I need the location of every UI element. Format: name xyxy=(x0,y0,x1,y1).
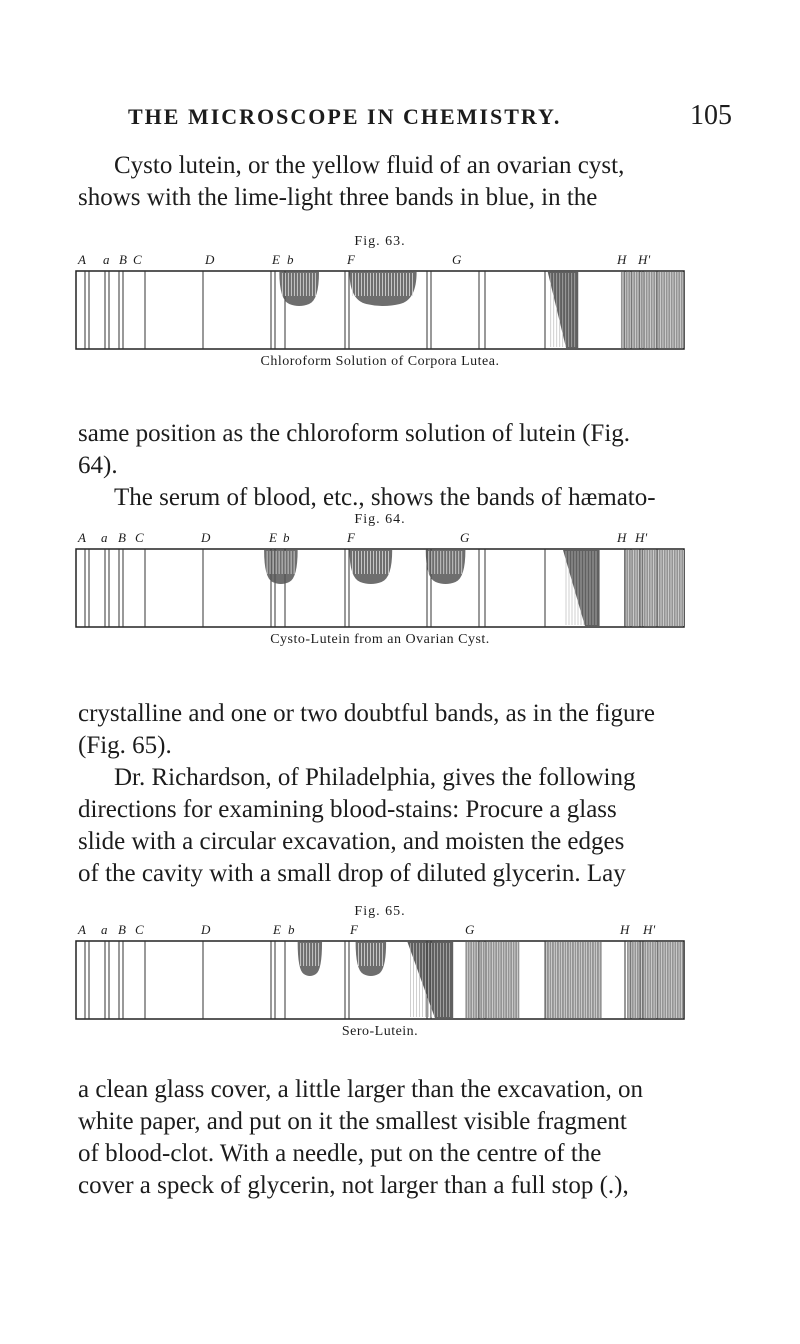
line-letter: A xyxy=(78,530,86,545)
line-letter: C xyxy=(135,922,144,937)
figure-63 xyxy=(75,234,685,370)
spectrum-diagram xyxy=(75,940,685,1020)
line-letter: F xyxy=(347,530,355,545)
line-letter: D xyxy=(205,252,215,267)
absorption-band xyxy=(624,550,684,626)
line-letter: C xyxy=(133,252,142,267)
line-letter: F xyxy=(350,922,358,937)
figure-65 xyxy=(75,904,685,1040)
line-letter: C xyxy=(135,530,144,545)
text-line: of blood-clot. With a needle, put on the centre of the xyxy=(78,1140,602,1167)
figure-number: Fig. 63. xyxy=(354,234,406,249)
line-letter: a xyxy=(101,530,108,545)
line-letter: D xyxy=(201,530,211,545)
band-shading xyxy=(627,942,684,1018)
figure-caption: Sero-Lutein. xyxy=(341,1024,419,1039)
line-letter: D xyxy=(201,922,211,937)
text-line: a clean glass cover, a little larger than the excavation, on xyxy=(78,1076,643,1103)
figure-caption: Chloroform Solution of Corpora Lutea. xyxy=(260,354,500,369)
absorption-band xyxy=(465,942,519,1018)
line-letter: G xyxy=(460,530,470,545)
paragraph-1 xyxy=(78,150,734,214)
text-line: same position as the chloroform solution of lutein (Fig. xyxy=(78,420,631,447)
text-line: slide with a circular excavation, and moisten the edges xyxy=(78,828,625,855)
text-line: shows with the lime-light three bands in blue, in the xyxy=(78,184,598,211)
line-letter: b xyxy=(283,530,290,545)
absorption-band xyxy=(426,550,466,584)
absorption-band xyxy=(350,550,393,584)
line-letter: H xyxy=(620,922,630,937)
paragraph-4 xyxy=(78,1074,734,1202)
line-letter: a xyxy=(101,922,108,937)
text-line: The serum of blood, etc., shows the bands of hæmato- xyxy=(114,484,656,511)
page-header xyxy=(0,100,800,140)
line-letter: H' xyxy=(643,922,656,937)
line-letter: B xyxy=(118,922,126,937)
line-letter: G xyxy=(452,252,462,267)
spectrum-line-letters xyxy=(75,250,685,270)
paragraph-2 xyxy=(78,418,734,514)
text-line: Cysto lutein, or the yellow fluid of an ovarian cyst, xyxy=(114,152,625,179)
text-line: cover a speck of glycerin, not larger than a full stop (.), xyxy=(78,1172,629,1199)
paragraph-3 xyxy=(78,698,734,890)
figure-caption: Cysto-Lutein from an Ovarian Cyst. xyxy=(270,632,490,647)
figure-number: Fig. 65. xyxy=(354,904,406,919)
spectrum-diagram xyxy=(75,270,685,350)
absorption-band xyxy=(298,942,322,976)
line-letter: a xyxy=(103,252,110,267)
text-line: Dr. Richardson, of Philadelphia, gives the following xyxy=(114,764,636,791)
line-letter: B xyxy=(118,530,126,545)
absorption-band xyxy=(356,942,387,976)
line-letter: b xyxy=(288,922,295,937)
line-letter: A xyxy=(78,252,86,267)
text-line: crystalline and one or two doubtful bands, as in the figure xyxy=(78,700,655,727)
band-shading xyxy=(264,550,298,584)
text-line: directions for examining blood-stains: Procure a glass xyxy=(78,796,617,823)
line-letter: E xyxy=(272,252,280,267)
text-line: 64). xyxy=(78,452,118,479)
line-letter: H' xyxy=(638,252,651,267)
figure-number: Fig. 64. xyxy=(354,512,406,527)
text-line: of the cavity with a small drop of diluted glycerin. Lay xyxy=(78,860,626,887)
absorption-band xyxy=(264,550,298,584)
line-letter: H xyxy=(617,252,627,267)
band-shading xyxy=(624,550,684,626)
text-line: white paper, and put on it the smallest visible fragment xyxy=(78,1108,627,1135)
page-number: 105 xyxy=(690,100,732,131)
absorption-band xyxy=(621,272,684,348)
absorption-band xyxy=(350,272,417,306)
text-line: (Fig. 65). xyxy=(78,732,172,759)
absorption-band xyxy=(627,942,684,1018)
line-letter: H' xyxy=(635,530,648,545)
line-letter: G xyxy=(465,922,475,937)
line-letter: B xyxy=(119,252,127,267)
spectrum-diagram xyxy=(75,548,685,628)
line-letter: b xyxy=(287,252,294,267)
absorption-band xyxy=(279,272,319,306)
line-letter: F xyxy=(347,252,355,267)
line-letter: A xyxy=(78,922,86,937)
absorption-band xyxy=(545,942,602,1018)
line-letter: E xyxy=(273,922,281,937)
spectrum-line-letters xyxy=(75,528,685,548)
spectrum-line-letters xyxy=(75,920,685,940)
band-shading xyxy=(545,942,602,1018)
line-letter: E xyxy=(269,530,277,545)
line-letter: H xyxy=(617,530,627,545)
figure-64 xyxy=(75,512,685,648)
running-head: THE MICROSCOPE IN CHEMISTRY. xyxy=(128,104,562,129)
